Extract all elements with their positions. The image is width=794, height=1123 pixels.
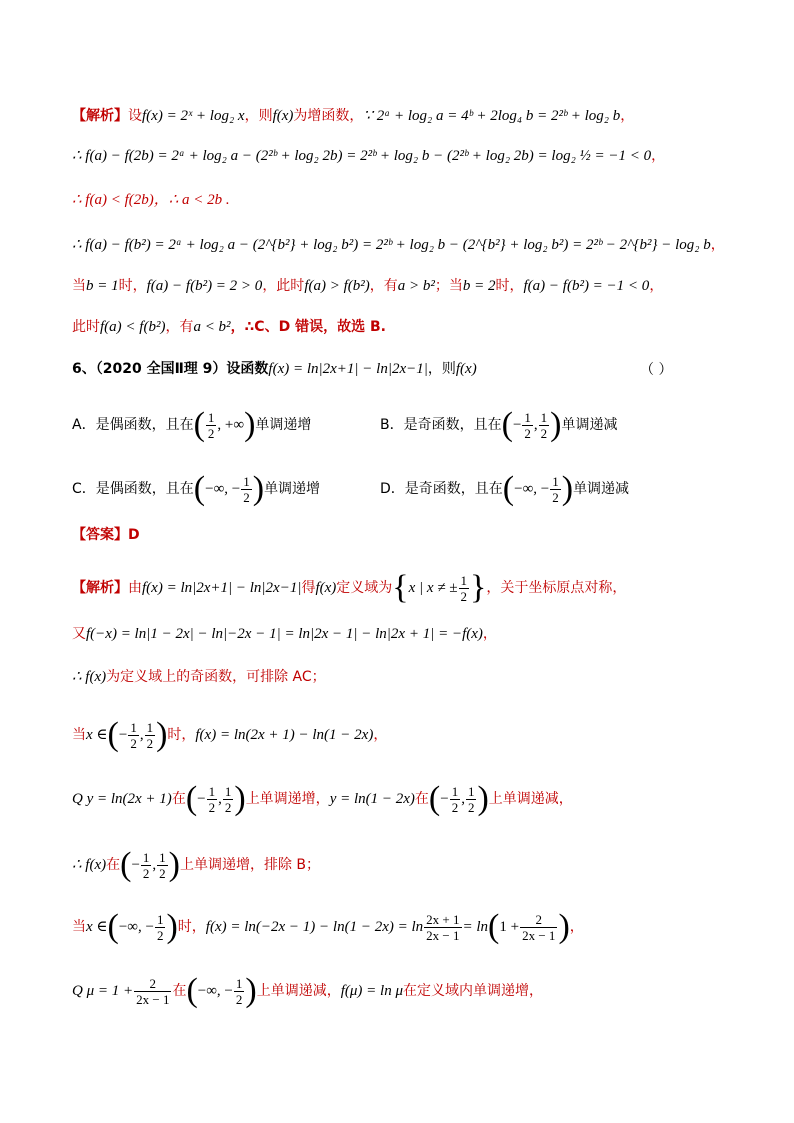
paren: ) (168, 846, 180, 883)
paren: ) (561, 470, 574, 507)
text: 得 (301, 580, 316, 596)
text: ， (620, 108, 635, 124)
text: 此时 (72, 319, 100, 335)
paren: ) (166, 908, 178, 945)
brace: } (470, 569, 487, 606)
option-b-tail: 单调递减 (561, 417, 618, 433)
text: 上单调递增， (245, 791, 330, 807)
text: 为增函数， (293, 108, 364, 124)
text: ， (569, 919, 584, 935)
option-d-label: D．是奇函数，且在 (380, 481, 503, 497)
text: 上单调递减， (256, 983, 341, 999)
fraction: $\frac{2x + 1}{2x - 1}$ (426, 911, 460, 943)
text: 时， (177, 919, 206, 935)
text: ， (373, 727, 388, 743)
answer-line (72, 525, 140, 545)
fraction: $\frac{1}{2}$ (524, 409, 531, 441)
formula: a > b² (397, 278, 435, 294)
text: 在 (171, 791, 186, 807)
text: ， (649, 278, 664, 294)
text: 由 (128, 580, 142, 596)
formula: b = 1 (86, 278, 119, 294)
formula: y = ln(1 − 2x) (329, 791, 415, 807)
text: ，有 (369, 278, 398, 294)
option-a: A．是偶函数，且在( $\frac{1}{2}$ , +∞)单调递增 (72, 406, 312, 443)
formula: f(μ) = ln μ (340, 983, 403, 999)
text: ，此时 (262, 278, 305, 294)
formula: f(a) < f(b²) (100, 319, 166, 335)
text: 时， (495, 278, 524, 294)
answer-value: D (128, 527, 140, 543)
fraction: $\frac{1}{2}$ (156, 911, 164, 943)
analysis6-line8: Q μ = 1 + $\frac{2}{2x - 1}$ 在(−∞, − $\frac{1}{2}$ )上单调递减，f(μ) = ln μ在定义域内单调递增， (72, 972, 543, 1009)
analysis5-line6 (72, 317, 386, 337)
formula: f(x) (455, 361, 477, 377)
formula: x | x ≠ ± (408, 580, 458, 596)
fraction: $\frac{1}{2}$ (142, 849, 150, 881)
text: 当 (72, 919, 86, 935)
formula: f(x) = ln(−2x − 1) − ln(1 − 2x) = ln (205, 919, 424, 935)
formula: f(a) − f(b²) = 2 > 0 (146, 278, 263, 294)
text: 上单调递减， (488, 791, 573, 807)
option-c-tail: 单调递增 (264, 481, 321, 497)
paren: ( (107, 908, 119, 945)
analysis6-line3 (72, 667, 326, 687)
fraction: $\frac{1}{2}$ (224, 783, 232, 815)
fraction: $\frac{1}{2}$ (146, 719, 154, 751)
analysis-tag: 【解析】 (72, 108, 128, 124)
option-b: B．是奇函数，且在(− $\frac{1}{2}$ , $\frac{1}{2}$ )单调递减 (380, 406, 618, 443)
formula: f(−x) = ln|1 − 2x| − ln|−2x − 1| = ln|2x − 1| − ln|2x + 1| = −f(x) (86, 626, 483, 642)
formula: f(a) > f(b²) (304, 278, 370, 294)
brace: { (392, 569, 409, 606)
text: 在 (414, 791, 429, 807)
text: 为定义域上的奇函数，可排除 AC； (106, 669, 326, 685)
analysis6-line6: ∴ f(x)在(− $\frac{1}{2}$ , $\frac{1}{2}$ )上单调递增，排除 B； (72, 846, 321, 883)
analysis5-line2 (72, 146, 665, 166)
paren: ( (107, 716, 119, 753)
formula: f(x) = ln(2x + 1) − ln(1 − 2x) (195, 727, 374, 743)
fraction: $\frac{1}{2}$ (451, 783, 459, 815)
fraction: $\frac{2}{2x - 1}$ (136, 975, 170, 1007)
formula: = ln (462, 919, 489, 935)
paren: ( (502, 470, 515, 507)
analysis5-line4 (72, 235, 725, 255)
paren: ( (501, 406, 513, 443)
text: ，则 (244, 108, 273, 124)
text: ；当 (434, 278, 463, 294)
text: ， (651, 148, 666, 164)
text: 设 (128, 108, 142, 124)
paren: ( (186, 972, 198, 1009)
formula: Q μ = 1 + (72, 983, 134, 999)
paren: ) (252, 470, 265, 507)
fraction: $\frac{1}{2}$ (235, 975, 243, 1007)
fraction: $\frac{1}{2}$ (467, 783, 475, 815)
text: 又 (72, 626, 86, 642)
text: 时， (167, 727, 196, 743)
fraction: $\frac{1}{2}$ (243, 473, 250, 505)
formula: ∴ f(x) (72, 857, 107, 873)
option-d: D．是奇函数，且在(−∞, − $\frac{1}{2}$ )单调递减 (380, 470, 630, 507)
fraction: $\frac{1}{2}$ (208, 783, 216, 815)
analysis6-line1 (72, 571, 626, 605)
formula: ∴ f(x) (72, 669, 107, 685)
option-a-tail: 单调递增 (255, 417, 312, 433)
formula: f(x) = ln|2x+1| − ln|2x−1| (268, 361, 428, 377)
option-b-label: B．是奇函数，且在 (380, 417, 502, 433)
fraction: $\frac{1}{2}$ (540, 409, 548, 441)
fraction: $\frac{1}{2}$ (159, 849, 166, 881)
formula: x ∈ (86, 727, 108, 743)
text: ，则 (427, 361, 456, 377)
formula: f(x) = 2ˣ + log₂ x (142, 108, 245, 124)
formula: x ∈ (86, 919, 108, 935)
fraction: $\frac{1}{2}$ (460, 572, 468, 604)
paren: ) (477, 780, 489, 817)
answer-blank: （ ） (640, 362, 673, 378)
formula: ∴ f(a) − f(b²) = 2ᵃ + log₂ a − (2^{b²} + log₂ b²) = 2²ᵇ + log₂ b − (2^{b²} + log₂ b²) = 2²ᵇ − 2^{b²} − log₂ b (72, 237, 711, 253)
analysis6-line5: Q y = ln(2x + 1)在(− $\frac{1}{2}$ , $\frac{1}{2}$ )上单调递增，y = ln(1 − 2x)在(− $\frac{1}{2}$ , $\frac{1}{2}$ )上单调递减， (72, 780, 573, 817)
fraction: $\frac{1}{2}$ (552, 473, 559, 505)
answer-tag: 【答案】 (72, 527, 128, 543)
analysis-tag: 【解析】 (72, 580, 128, 596)
paren: ) (558, 908, 570, 945)
paren: ) (244, 406, 256, 443)
text: 时， (118, 278, 147, 294)
formula: f(a) − f(b²) = −1 < 0 (523, 278, 650, 294)
formula: Q y = ln(2x + 1) (72, 791, 172, 807)
text: 在定义域内单调递增， (403, 983, 543, 999)
option-c-label: C．是偶函数，且在 (72, 481, 194, 497)
text: 在 (172, 983, 187, 999)
text: 当 (72, 278, 86, 294)
paren: ) (234, 780, 246, 817)
option-c: C．是偶函数，且在(−∞, − $\frac{1}{2}$ )单调递增 (72, 470, 321, 507)
analysis5-line5 (72, 276, 663, 296)
text: ， (482, 626, 497, 642)
text: 当 (72, 727, 86, 743)
formula: ∵ 2ᵃ + log₂ a = 4ᵇ + 2log₄ b = 2²ᵇ + log₂ b (363, 108, 621, 124)
text: ， (710, 237, 725, 253)
question6-stem (72, 359, 477, 379)
text: ，关于坐标原点对称， (486, 580, 627, 596)
fraction: $\frac{1}{2}$ (207, 409, 215, 441)
fraction: $\frac{2}{2x - 1}$ (522, 911, 556, 943)
formula: f(x) (315, 580, 337, 596)
formula: a < b² (193, 319, 231, 335)
fraction: $\frac{1}{2}$ (130, 719, 137, 751)
text: 在 (106, 857, 121, 873)
paren: ) (245, 972, 257, 1009)
analysis5-line3 (72, 190, 230, 210)
paren: ( (120, 846, 132, 883)
paren: ( (428, 780, 441, 817)
formula: f(x) (272, 108, 294, 124)
paren: ( (193, 406, 205, 443)
option-d-tail: 单调递减 (573, 481, 630, 497)
paren: ) (156, 716, 168, 753)
text: ，有 (165, 319, 194, 335)
analysis6-line7: 当x ∈(−∞, − $\frac{1}{2}$ )时，f(x) = ln(−2x − 1) − ln(1 − 2x) = ln $\frac{2x + 1}{2x - 1}$ = ln(1 + $\frac{2}{2x - 1}$ )， (72, 908, 584, 945)
text: 定义域为 (336, 580, 393, 596)
question-number: 6、（2020 全国Ⅱ理 9）设函数 (72, 361, 269, 377)
formula: f(x) = ln|2x+1| − ln|2x−1| (142, 580, 302, 596)
analysis6-line2 (72, 624, 497, 644)
paren: ) (550, 406, 562, 443)
analysis6-line4: 当x ∈(− $\frac{1}{2}$ , $\frac{1}{2}$ )时，f(x) = ln(2x + 1) − ln(1 − 2x)， (72, 716, 388, 753)
formula: ∴ f(a) − f(2b) = 2ᵃ + log₂ a − (2²ᵇ + log₂ 2b) = 2²ᵇ + log₂ b − (2²ᵇ + log₂ 2b) = log₂ ½ = −1 < 0 (72, 148, 652, 164)
paren: ( (488, 908, 500, 945)
paren: ( (193, 470, 206, 507)
text: 上单调递增，排除 B； (179, 857, 321, 873)
paren: ( (185, 780, 198, 817)
text: ，∴C、D 错误，故选 B. (230, 319, 386, 335)
formula: b = 2 (462, 278, 496, 294)
option-a-label: A．是偶函数，且在 (72, 417, 194, 433)
formula: ∴ f(a) < f(2b)，∴ a < 2b . (72, 192, 230, 208)
analysis5-line1 (72, 106, 634, 126)
